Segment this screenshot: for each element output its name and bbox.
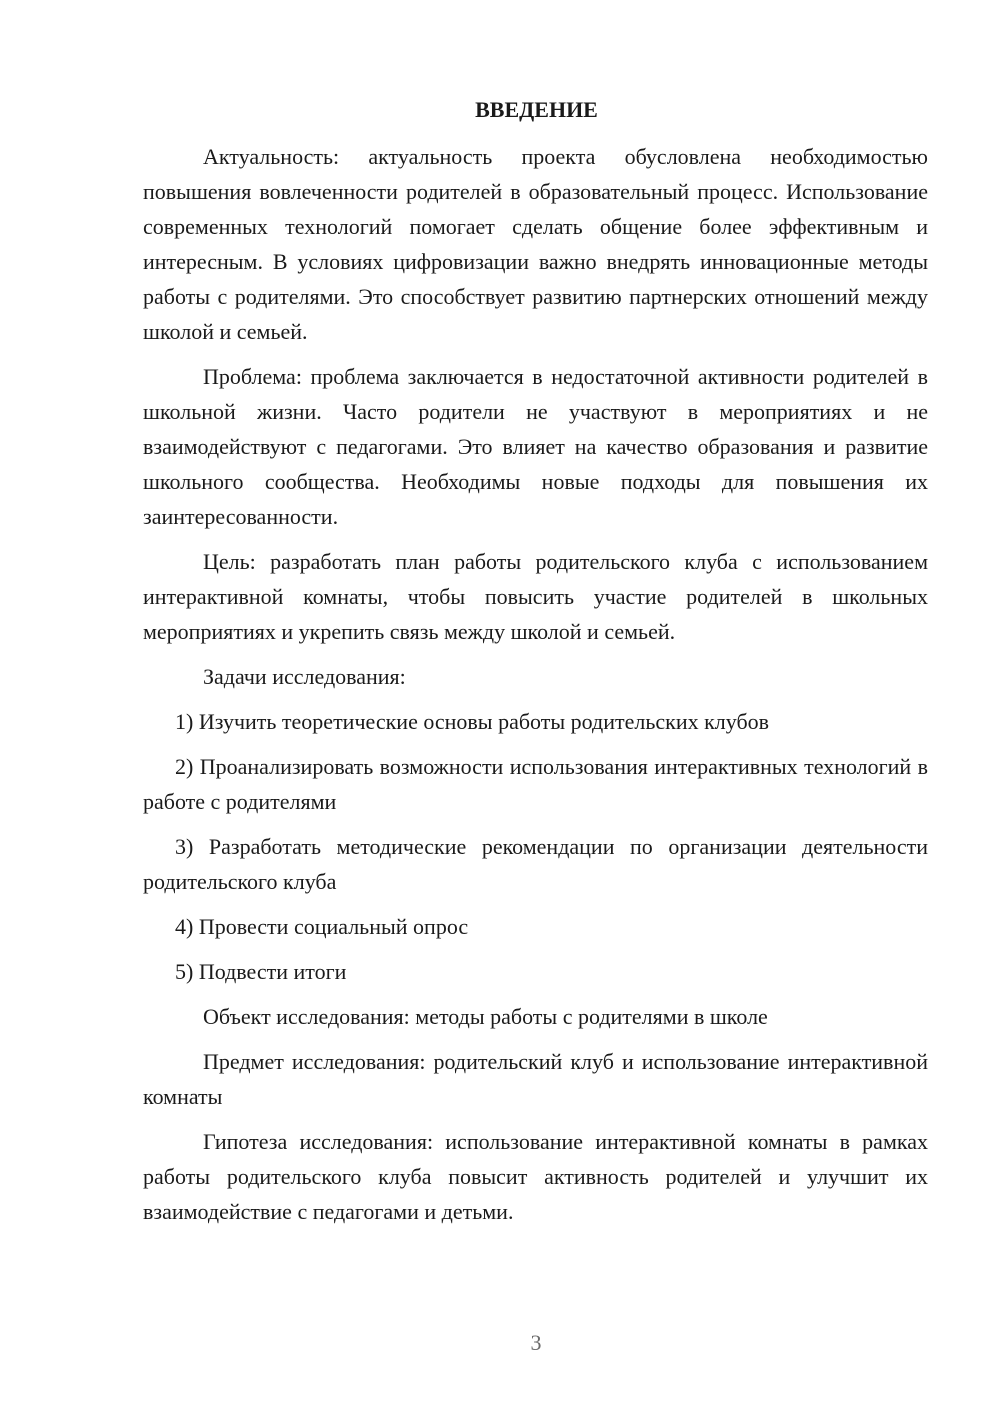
paragraph-problem: Проблема: проблема заключается в недостаточной активности родителей в школьной жизни. Часто родители не участвуют в мероприятиях и не взаимодействуют с педагогами. Это влияет на качество образования и развитие школьного сообщества. Необходимы новые подходы для повышения их заинтересованности. bbox=[143, 364, 928, 529]
paragraph-hypothesis: Гипотеза исследования: использование интерактивной комнаты в рамках работы родительского клуба повысит активность родителей и улучшит их взаимодействие с педагогами и детьми. bbox=[143, 1129, 928, 1224]
task-item-4: 4) Провести социальный опрос bbox=[175, 914, 469, 939]
page-number: 3 bbox=[530, 1330, 542, 1355]
paragraph-object: Объект исследования: методы работы с родителями в школе bbox=[203, 1004, 768, 1029]
task-item-2: 2) Проанализировать возможности использования интерактивных технологий в работе с родителями bbox=[143, 754, 928, 814]
paragraph-goal: Цель: разработать план работы родительского клуба с использованием интерактивной комнаты, чтобы повысить участие родителей в школьных мероприятиях и укрепить связь между школой и семьей. bbox=[143, 549, 928, 644]
section-title: ВВЕДЕНИЕ bbox=[475, 97, 598, 122]
task-item-5: 5) Подвести итоги bbox=[175, 959, 347, 984]
document-page bbox=[143, 92, 928, 1239]
paragraph-relevance: Актуальность: актуальность проекта обусловлена необходимостью повышения вовлеченности родителей в образовательный процесс. Использование современных технологий помогает сделать общение более эффективным и интересным. В условиях цифровизации важно внедрять инновационные методы работы с родителями. Это способствует развитию партнерских отношений между школой и семьей. bbox=[143, 144, 928, 344]
paragraph-tasks-heading: Задачи исследования: bbox=[203, 664, 406, 689]
paragraph-subject: Предмет исследования: родительский клуб и использование интерактивной комнаты bbox=[143, 1049, 928, 1109]
task-item-1: 1) Изучить теоретические основы работы родительских клубов bbox=[175, 709, 770, 734]
task-item-3: 3) Разработать методические рекомендации по организации деятельности родительского клуба bbox=[143, 834, 928, 894]
